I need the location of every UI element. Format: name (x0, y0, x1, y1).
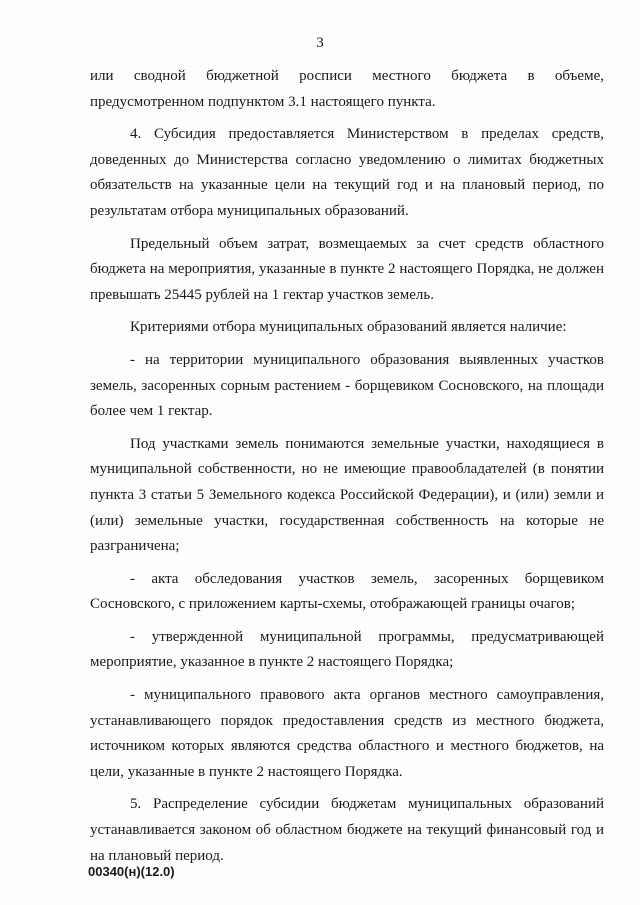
paragraph: или сводной бюджетной росписи местного бюджета в объеме, предусмотренном подпунктом 3.1 настоящего пункта. (90, 68, 604, 110)
document-code: 00340(н)(12.0) (88, 864, 175, 879)
page-number: 3 (316, 35, 324, 51)
document-body (90, 64, 604, 876)
paragraph: - акта обследования участков земель, засоренных борщевиком Сосновского, с приложением карты-схемы, отображающей границы очагов; (90, 570, 604, 613)
paragraph: Под участками земель понимаются земельные участки, находящиеся в муниципальной собственности, но не имеющие правообладателей (в понятии пункта 3 статьи 5 Земельного кодекса Российской Федерации), и (или) земли и (или) земельные участки, государственная собственность на которые не разграничена; (90, 435, 604, 555)
paragraph: Предельный объем затрат, возмещаемых за счет средств областного бюджета на мероприятия, указанные в пункте 2 настоящего Порядка, не должен превышать 25445 рублей на 1 гектар участков земель. (90, 235, 604, 303)
paragraph: 5. Распределение субсидии бюджетам муниципальных образований устанавливается законом об областном бюджете на текущий финансовый год и на плановый период. (90, 796, 604, 864)
paragraph: - утвержденной муниципальной программы, предусматривающей мероприятие, указанное в пункте 2 настоящего Порядка; (90, 628, 604, 671)
paragraph: - на территории муниципального образования выявленных участков земель, засоренных сорным растением - борщевиком Сосновского, на площади более чем 1 гектар. (90, 351, 604, 420)
paragraph: - муниципального правового акта органов местного самоуправления, устанавливающего порядок предоставления средств из местного бюджета, источником которых являются средства областного и местного бюджетов, на цели, указанные в пункте 2 настоящего Порядка. (90, 687, 604, 780)
paragraph: 4. Субсидия предоставляется Министерством в пределах средств, доведенных до Министерства согласно уведомлению о лимитах бюджетных обязательств на указанные цели на текущий год и на плановый период, по результатам отбора муниципальных образований. (90, 126, 604, 219)
paragraph: Критериями отбора муниципальных образований является наличие: (130, 319, 567, 336)
